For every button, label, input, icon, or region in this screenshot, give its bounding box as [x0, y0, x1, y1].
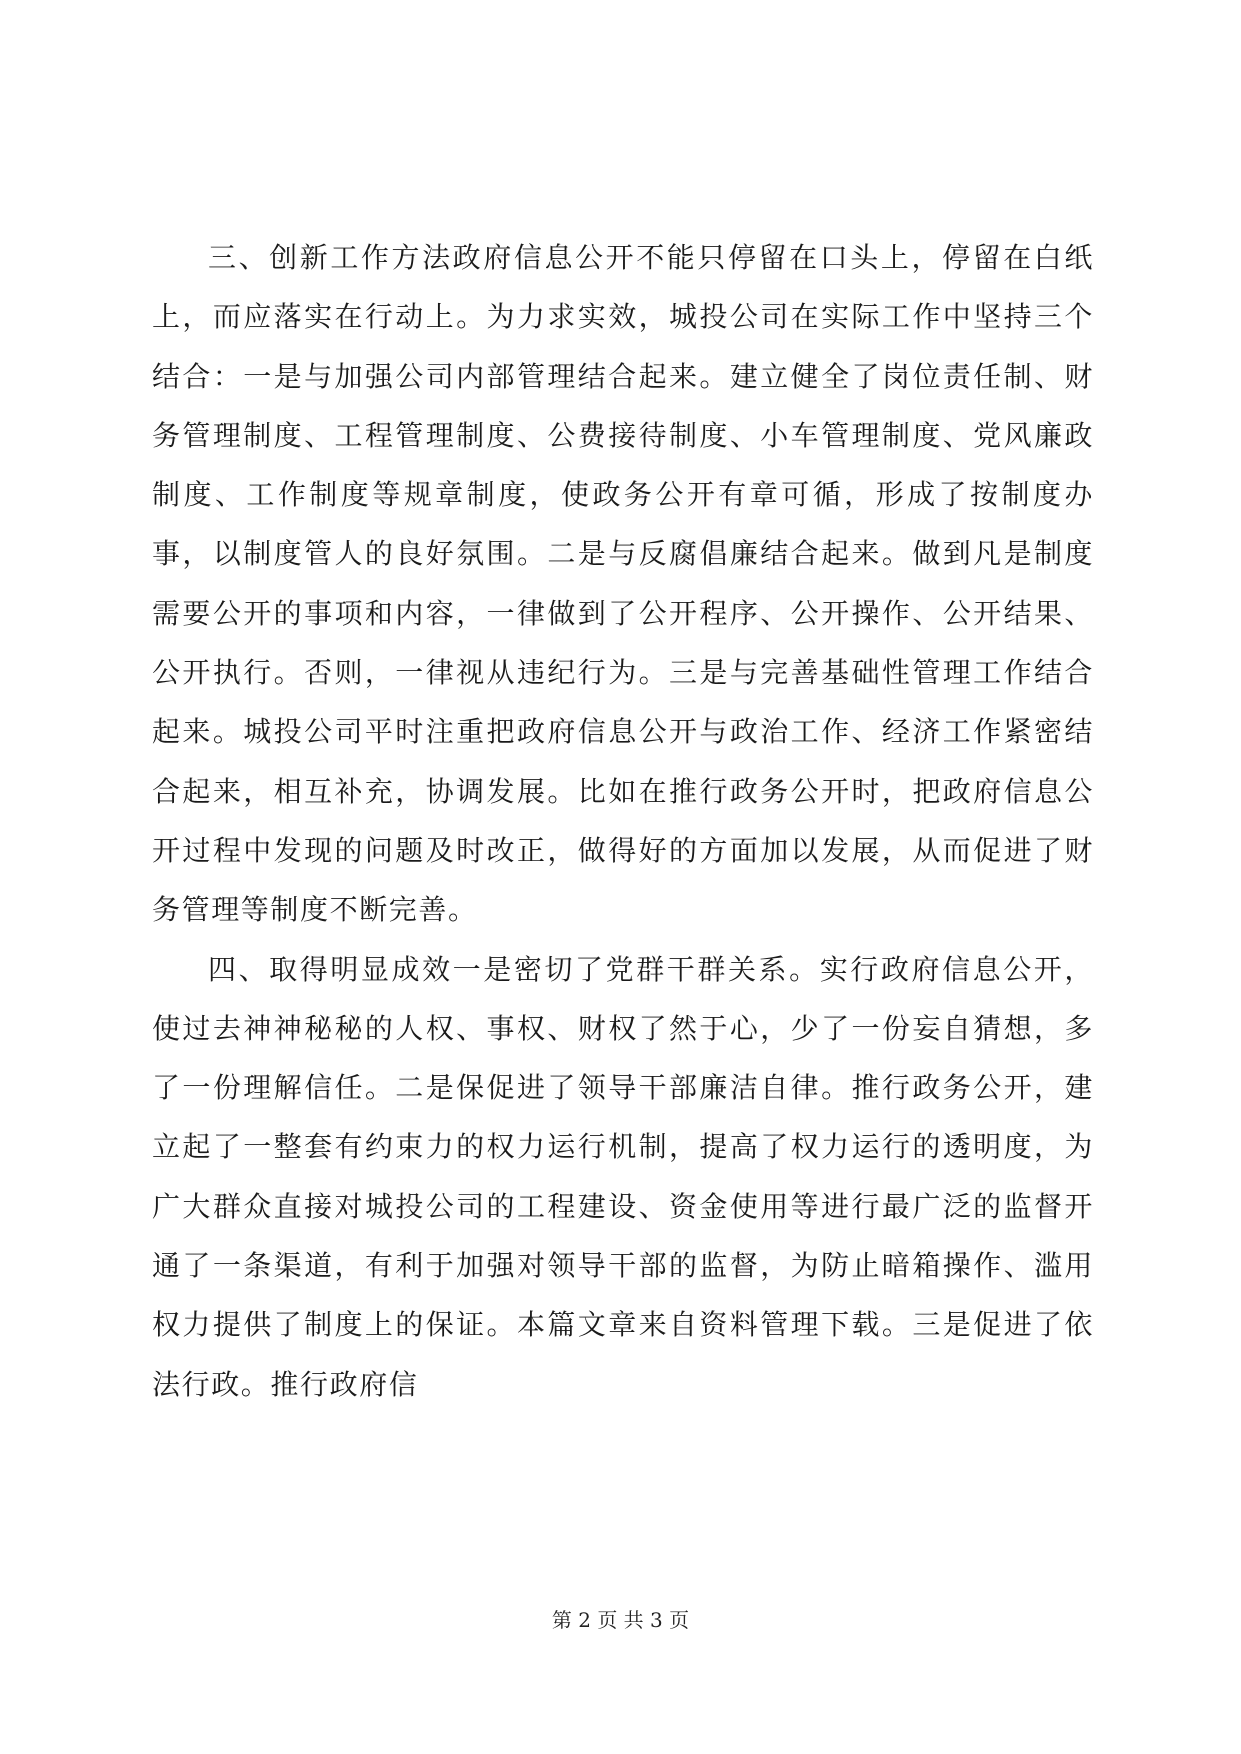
- paragraph-section-four: 四、取得明显成效一是密切了党群干群关系。实行政府信息公开，使过去神神秘秘的人权、事权、财权了然于心，少了一份妄自猜想，多了一份理解信任。二是保促进了领导干部廉洁自律。推行政务公开，建立起了一整套有约束力的权力运行机制，提高了权力运行的透明度，为广大群众直接对城投公司的工程建设、资金使用等进行最广泛的监督开通了一条渠道，有利于加强对领导干部的监督，为防止暗箱操作、滥用权力提供了制度上的保证。本篇文章来自资料管理下载。三是促进了依法行政。推行政府信: [152, 952, 1094, 1401]
- document-body: [152, 228, 1094, 1414]
- paragraph-section-three: 三、创新工作方法政府信息公开不能只停留在口头上，停留在白纸上，而应落实在行动上。为力求实效，城投公司在实际工作中坚持三个结合：一是与加强公司内部管理结合起来。建立健全了岗位责任制、财务管理制度、工程管理制度、公费接待制度、小车管理制度、党风廉政制度、工作制度等规章制度，使政务公开有章可循，形成了按制度办事，以制度管人的良好氛围。二是与反腐倡廉结合起来。做到凡是制度需要公开的事项和内容，一律做到了公开程序、公开操作、公开结果、公开执行。否则，一律视从违纪行为。三是与完善基础性管理工作结合起来。城投公司平时注重把政府信息公开与政治工作、经济工作紧密结合起来，相互补充，协调发展。比如在推行政务公开时，把政府信息公开过程中发现的问题及时改正，做得好的方面加以发展，从而促进了财务管理等制度不断完善。: [152, 241, 1094, 927]
- page-number-footer: 第 2 页 共 3 页: [551, 1608, 690, 1632]
